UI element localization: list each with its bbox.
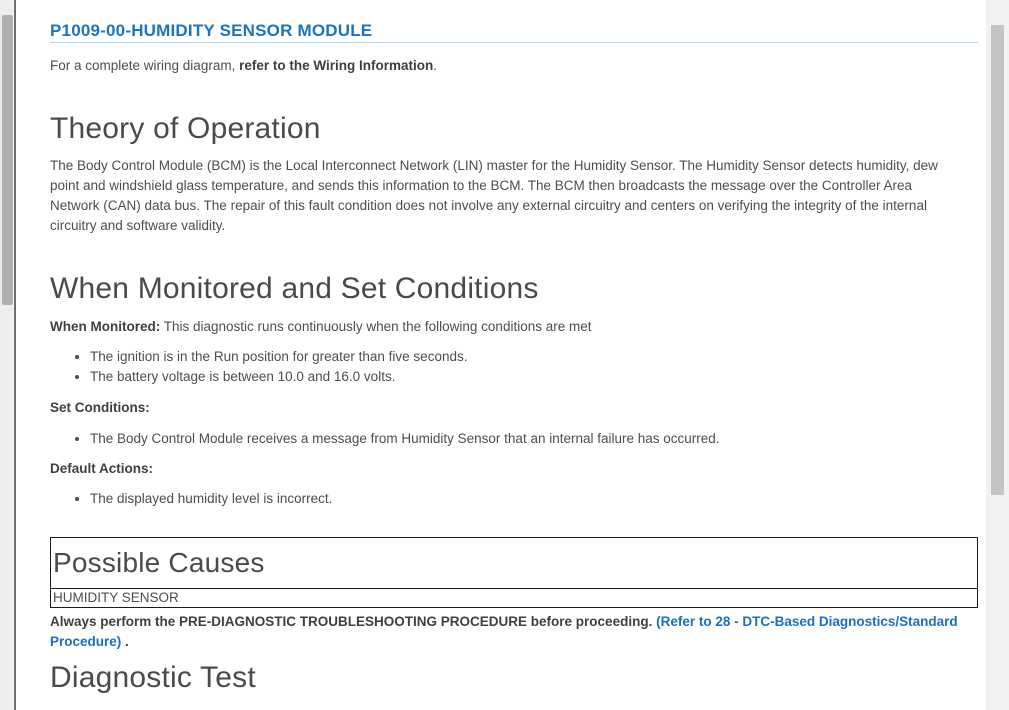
list-item: • The battery voltage is between 10.0 and 16.0 volts.	[90, 367, 978, 387]
document-content	[16, 0, 986, 710]
when-monitored-line	[50, 317, 958, 337]
pre-diagnostic-bold-text: Always perform the PRE-DIAGNOSTIC TROUBLESHOOTING PROCEDURE before proceeding.	[50, 614, 653, 629]
left-scrollbar-track[interactable]	[0, 0, 13, 710]
theory-of-operation-heading: Theory of Operation	[50, 112, 321, 145]
diagnostic-test-heading: Diagnostic Test	[50, 661, 256, 694]
pre-diagnostic-suffix: .	[125, 634, 129, 649]
list-item: • The ignition is in the Run position for greater than five seconds.	[90, 347, 978, 367]
right-scrollbar-thumb[interactable]	[991, 25, 1004, 495]
wiring-intro-prefix: For a complete wiring diagram,	[50, 58, 240, 73]
theory-of-operation-paragraph: The Body Control Module (BCM) is the Local Interconnect Network (LIN) master for the Humidity Sensor. The Humidity Sensor detects humidity, dew point and windshield glass temperature, and sends this information to the BCM. The BCM then broadcasts the message over the Controller Area Network (CAN) data bus. The repair of this fault condition does not involve any external circuitry and centers on verifying the integrity of the internal circuitry and software validity.	[50, 158, 938, 233]
possible-causes-table	[50, 537, 978, 608]
when-monitored-heading: When Monitored and Set Conditions	[50, 272, 539, 305]
table-header-row	[51, 538, 978, 589]
when-monitored-text: This diagnostic runs continuously when the following conditions are met	[163, 319, 592, 334]
wiring-intro-bold: refer to the Wiring Information	[239, 58, 434, 73]
default-actions-list	[50, 489, 978, 509]
when-monitored-label: When Monitored:	[50, 319, 161, 334]
possible-cause-cell: HUMIDITY SENSOR	[51, 589, 978, 608]
default-actions-label: Default Actions:	[50, 461, 154, 476]
wiring-intro-suffix: .	[433, 58, 437, 73]
table-row	[51, 589, 978, 608]
pre-diagnostic-note	[50, 612, 978, 652]
set-conditions-label: Set Conditions:	[50, 400, 150, 415]
right-scrollbar-track[interactable]	[986, 0, 1009, 710]
wiring-intro-line	[50, 56, 958, 76]
refer-to-procedure-link[interactable]: (Refer to 28 - DTC-Based Diagnostics/Standard Procedure)	[50, 614, 958, 649]
list-item: • The displayed humidity level is incorrect.	[90, 489, 978, 509]
monitored-conditions-list	[50, 347, 978, 387]
page-title: P1009-00-HUMIDITY SENSOR MODULE	[50, 21, 978, 43]
set-conditions-list	[50, 429, 978, 449]
list-item: • The Body Control Module receives a message from Humidity Sensor that an internal failure has occurred.	[90, 429, 978, 449]
possible-causes-heading: Possible Causes	[51, 538, 978, 589]
left-scrollbar-thumb[interactable]	[2, 15, 13, 305]
